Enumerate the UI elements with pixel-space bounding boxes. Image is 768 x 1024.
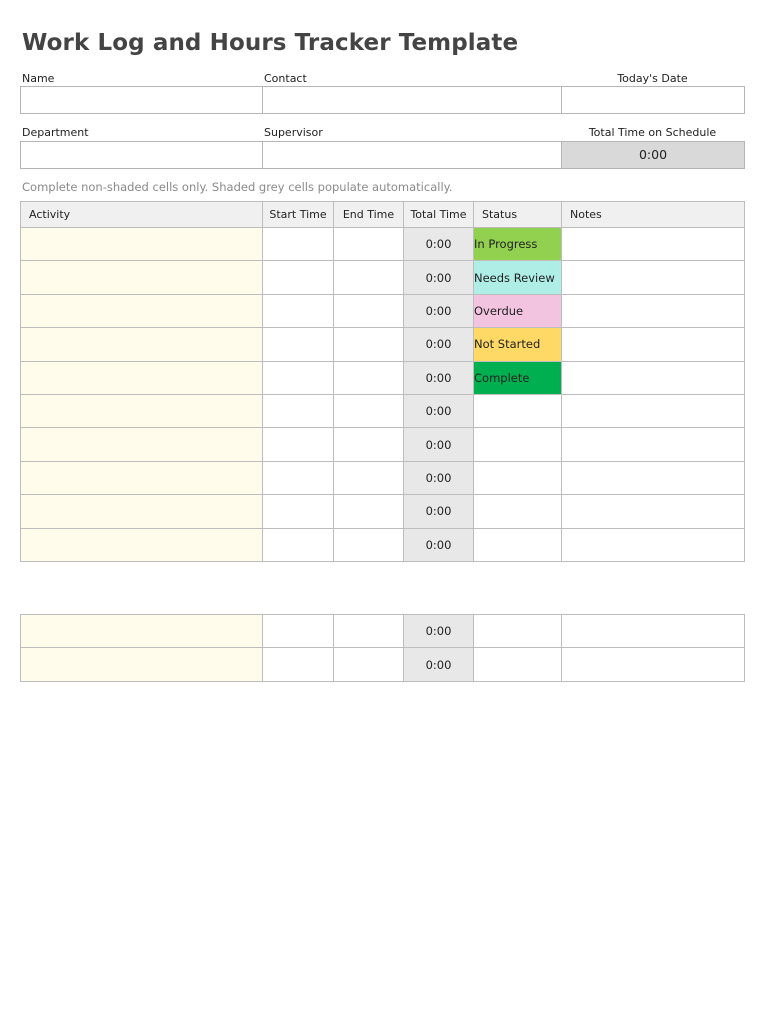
total-time-cell: 0:00 — [404, 528, 474, 561]
status-cell[interactable] — [474, 528, 562, 561]
col-header-end-time: End Time — [334, 202, 404, 228]
status-cell[interactable] — [474, 428, 562, 461]
end-time-cell[interactable] — [334, 528, 404, 561]
activity-cell[interactable] — [21, 228, 263, 261]
todays-date-field[interactable] — [561, 86, 745, 114]
start-time-cell[interactable] — [263, 328, 334, 361]
notes-cell[interactable] — [562, 328, 745, 361]
table-row — [21, 528, 745, 561]
page-title: Work Log and Hours Tracker Template — [22, 30, 519, 56]
contact-label: Contact — [264, 72, 307, 85]
start-time-cell[interactable] — [263, 261, 334, 294]
total-schedule-value: 0:00 — [561, 141, 745, 169]
name-field[interactable] — [20, 86, 263, 114]
activity-cell[interactable] — [21, 495, 263, 528]
end-time-cell[interactable] — [334, 495, 404, 528]
name-label: Name — [22, 72, 55, 85]
start-time-cell[interactable] — [263, 294, 334, 327]
col-header-total-time: Total Time — [404, 202, 474, 228]
start-time-cell[interactable] — [263, 394, 334, 427]
table-row — [21, 495, 745, 528]
department-label: Department — [22, 126, 89, 139]
activity-cell[interactable] — [21, 615, 263, 648]
table-header-row — [21, 202, 745, 228]
end-time-cell[interactable] — [334, 428, 404, 461]
supervisor-label: Supervisor — [264, 126, 323, 139]
table-row — [21, 361, 745, 394]
start-time-cell[interactable] — [263, 528, 334, 561]
end-time-cell[interactable] — [334, 461, 404, 494]
work-log-table-continued — [20, 614, 745, 682]
end-time-cell[interactable] — [334, 328, 404, 361]
notes-cell[interactable] — [562, 528, 745, 561]
status-cell[interactable] — [474, 394, 562, 427]
table-row — [21, 648, 745, 681]
col-header-activity: Activity — [21, 202, 263, 228]
end-time-cell[interactable] — [334, 648, 404, 681]
status-cell[interactable]: Needs Review — [474, 261, 562, 294]
total-time-cell: 0:00 — [404, 394, 474, 427]
total-schedule-label: Total Time on Schedule — [588, 126, 717, 139]
table-row — [21, 461, 745, 494]
activity-cell[interactable] — [21, 528, 263, 561]
notes-cell[interactable] — [562, 294, 745, 327]
instructions-note: Complete non-shaded cells only. Shaded grey cells populate automatically. — [22, 180, 453, 194]
notes-cell[interactable] — [562, 228, 745, 261]
notes-cell[interactable] — [562, 648, 745, 681]
table-row — [21, 261, 745, 294]
table-row — [21, 328, 745, 361]
col-header-start-time: Start Time — [263, 202, 334, 228]
notes-cell[interactable] — [562, 495, 745, 528]
total-time-cell: 0:00 — [404, 615, 474, 648]
activity-cell[interactable] — [21, 361, 263, 394]
todays-date-label: Today's Date — [617, 72, 688, 85]
status-cell[interactable] — [474, 615, 562, 648]
total-time-cell: 0:00 — [404, 294, 474, 327]
total-time-cell: 0:00 — [404, 328, 474, 361]
end-time-cell[interactable] — [334, 294, 404, 327]
notes-cell[interactable] — [562, 461, 745, 494]
start-time-cell[interactable] — [263, 428, 334, 461]
notes-cell[interactable] — [562, 394, 745, 427]
end-time-cell[interactable] — [334, 361, 404, 394]
end-time-cell[interactable] — [334, 394, 404, 427]
total-time-cell: 0:00 — [404, 428, 474, 461]
table-row — [21, 228, 745, 261]
total-time-cell: 0:00 — [404, 228, 474, 261]
total-time-cell: 0:00 — [404, 261, 474, 294]
start-time-cell[interactable] — [263, 461, 334, 494]
status-cell[interactable] — [474, 461, 562, 494]
contact-field[interactable] — [262, 86, 562, 114]
notes-cell[interactable] — [562, 428, 745, 461]
status-cell[interactable] — [474, 495, 562, 528]
table-row — [21, 428, 745, 461]
total-time-cell: 0:00 — [404, 361, 474, 394]
status-cell[interactable] — [474, 648, 562, 681]
total-time-cell: 0:00 — [404, 648, 474, 681]
start-time-cell[interactable] — [263, 615, 334, 648]
status-cell[interactable]: Complete — [474, 361, 562, 394]
work-log-table — [20, 201, 745, 562]
status-cell[interactable]: Overdue — [474, 294, 562, 327]
department-field[interactable] — [20, 141, 263, 169]
notes-cell[interactable] — [562, 261, 745, 294]
start-time-cell[interactable] — [263, 648, 334, 681]
activity-cell[interactable] — [21, 294, 263, 327]
end-time-cell[interactable] — [334, 261, 404, 294]
notes-cell[interactable] — [562, 361, 745, 394]
end-time-cell[interactable] — [334, 228, 404, 261]
col-header-notes: Notes — [562, 202, 745, 228]
total-time-cell: 0:00 — [404, 461, 474, 494]
activity-cell[interactable] — [21, 328, 263, 361]
activity-cell[interactable] — [21, 461, 263, 494]
activity-cell[interactable] — [21, 261, 263, 294]
end-time-cell[interactable] — [334, 615, 404, 648]
notes-cell[interactable] — [562, 615, 745, 648]
start-time-cell[interactable] — [263, 228, 334, 261]
table-row — [21, 294, 745, 327]
table-row — [21, 394, 745, 427]
activity-cell[interactable] — [21, 648, 263, 681]
supervisor-field[interactable] — [262, 141, 562, 169]
activity-cell[interactable] — [21, 394, 263, 427]
table-row — [21, 615, 745, 648]
status-cell[interactable]: In Progress — [474, 228, 562, 261]
status-cell[interactable]: Not Started — [474, 328, 562, 361]
total-time-cell: 0:00 — [404, 495, 474, 528]
start-time-cell[interactable] — [263, 495, 334, 528]
col-header-status: Status — [474, 202, 562, 228]
start-time-cell[interactable] — [263, 361, 334, 394]
activity-cell[interactable] — [21, 428, 263, 461]
